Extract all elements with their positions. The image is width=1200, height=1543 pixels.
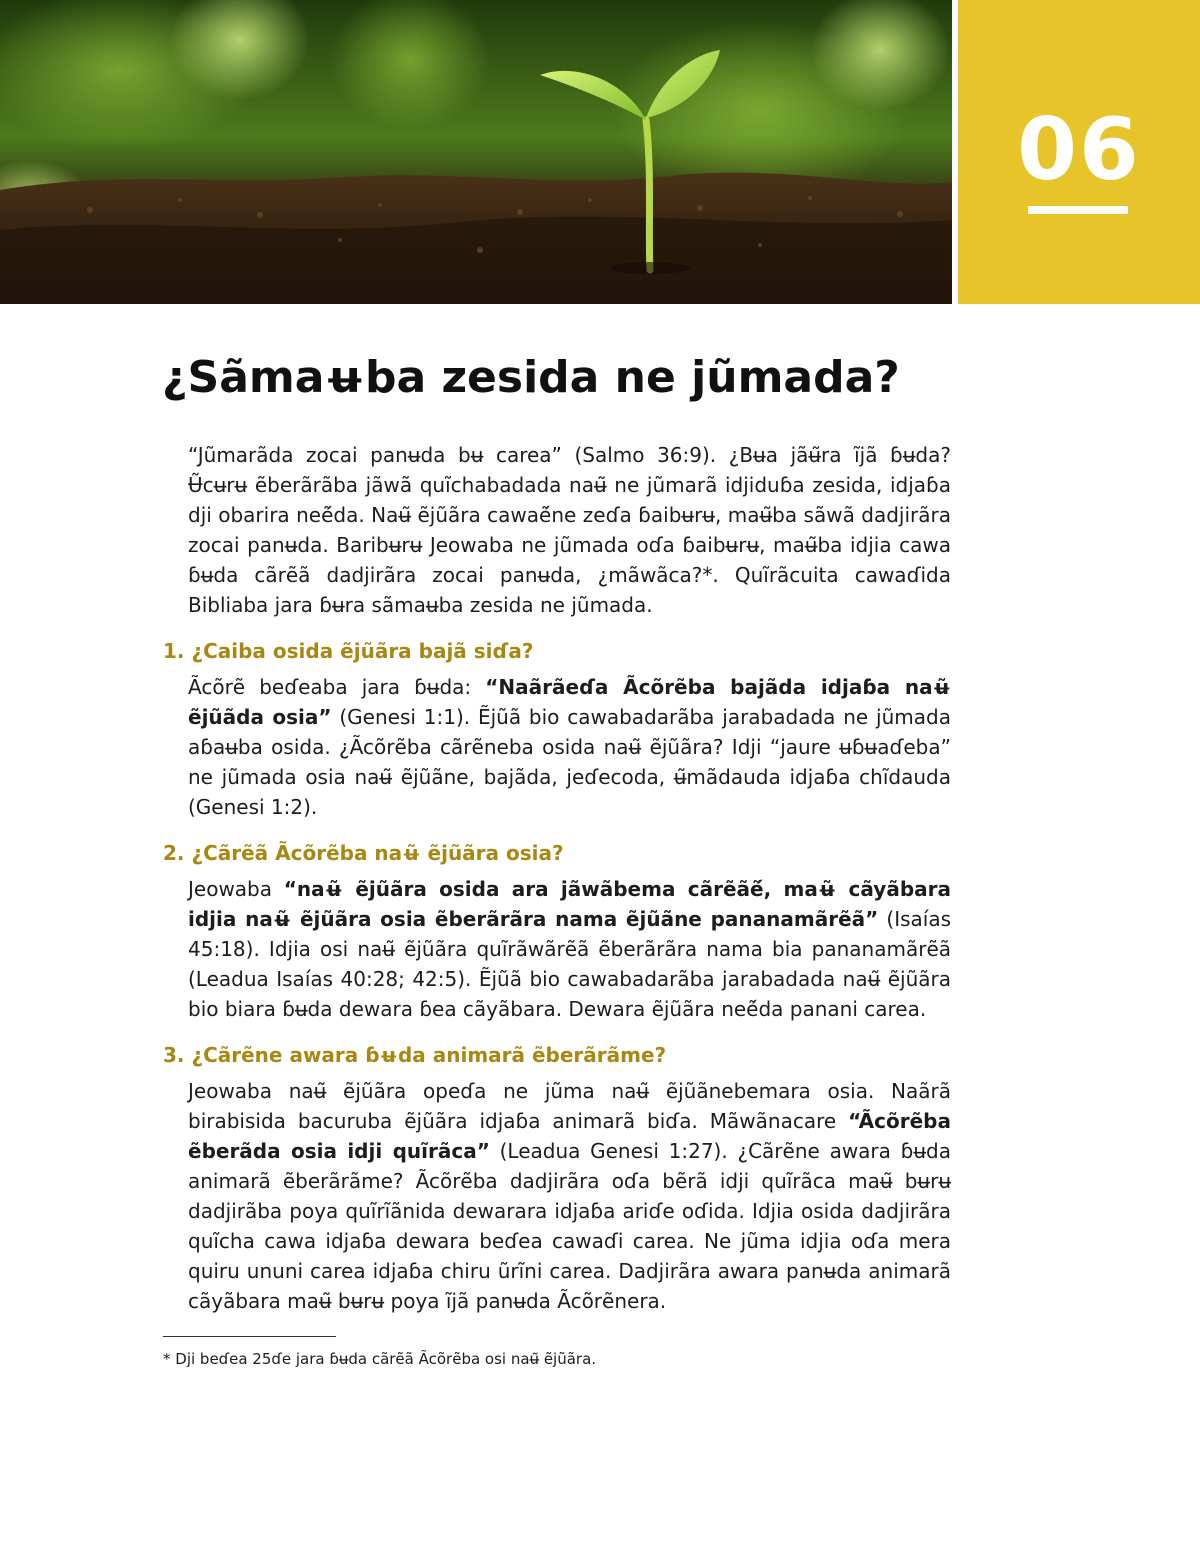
answer-1-lead: Ãcõrẽ beɗeaba jara ɓʉda: [188,675,486,699]
page-title: ¿Sãmaʉba zesida ne jũmada? [162,352,900,403]
article-body [163,440,951,1316]
hero-image [0,0,952,304]
intro-paragraph: “Jũmarãda zocai panʉda bʉ carea” (Salmo 36:9). ¿Bʉa jãʉ̃ra ĩjã ɓʉda? Ʉ̃cʉrʉ ẽberãrãba jãwã quĩchabadada naʉ̃ ne jũmarã idjiduɓa zesida, idjaɓa dji obarira neẽ́da. Naʉ̃ ẽjũãra cawaẽ́ne zeɗa ɓaibʉrʉ, maʉ̃ba sãwã dadjirãra zocai panʉda. Baribʉrʉ Jeowaba ne jũmada oɗa ɓaibʉrʉ, maʉ̃ba idjia cawa ɓʉda cãrẽã dadjirãra zocai panʉda, ¿mãwãca?*. Quĩrãcuita cawaɗida Bibliaba jara ɓʉra sãmaʉba zesida ne jũmada. [188,443,951,617]
answer-1 [188,672,951,822]
answer-1-rest: (Genesi 1:1). Ẽjũã bio cawabadarãba jarabadada ne jũmada aɓaʉba osida. ¿Ãcõrẽba cãrẽneba osida naʉ̃ ẽjũãra? Idji “jaure ʉɓʉaɗeba” ne jũmada osia naʉ̃ ẽjũãne, bajãda, jeɗecoda, ʉ̃mãdauda idjaɓa chĩdauda (Genesi 1:2). [188,705,951,819]
answer-2-lead: Jeowaba [188,877,284,901]
answer-2-rest: (Isaías 45:18). Idjia osi naʉ̃ ẽjũãra quĩrãwãrẽã ẽberãrãra nama bia pananamãrẽã (Leadua Isaías 40:28; 42:5). Ẽjũã bio cawabadarãba jarabadada naʉ̃ ẽjũãra bio biara ɓʉda dewara ɓea cãyãbara. Dewara ẽjũãra neẽ́da panani carea. [188,907,951,1021]
footnote: * Dji beɗea 25ɗe jara ɓʉda cãrẽã Ãcõrẽba osi naʉ̃ ẽjũãra. [163,1350,597,1368]
answer-2 [188,874,951,1024]
answer-3 [188,1076,951,1316]
question-2: 2. ¿Cãrẽã Ãcõrẽba naʉ̃ ẽjũãra osia? [163,841,564,865]
answer-3-quote: “Ãcõrẽba ẽberãda osia idji quĩrãca” [188,1109,951,1163]
answer-2-quote: “naʉ̃ ẽjũãra osida ara jãwãbema cãrẽãẽ́, maʉ̃ cãyãbara idjia naʉ̃ ẽjũãra osia ẽberãrãra nama ẽjũãne pananamãrẽã” [188,877,951,931]
chapter-badge [958,0,1200,304]
footnote-divider [163,1336,336,1337]
chapter-number: 06 [1017,100,1141,200]
question-3: 3. ¿Cãrẽne awara ɓʉda animarã ẽberãrãme? [163,1043,667,1067]
seedling-photo [0,0,952,304]
chapter-underline [1028,206,1128,214]
answer-3-lead: Jeowaba naʉ̃ ẽjũãra opeɗa ne jũma naʉ̃ ẽjũãnebemara osia. Naãrã birabisida bacuruba ẽjũãra idjaɓa animarã biɗa. Mãwãnacare [188,1079,951,1133]
answer-3-rest: (Leadua Genesi 1:27). ¿Cãrẽne awara ɓʉda animarã ẽberãrãme? Ãcõrẽba dadjirãra oɗa bẽrã idji quĩrãca maʉ̃ bʉrʉ dadjirãba poya quĩrĩãnida dewarara idjaɓa ariɗe oɗida. Idjia osida dadjirãra quĩcha cawa idjaɓa dewara beɗea cawaɗi carea. Ne jũma idjia oɗa mera quiru ununi carea idjaɓa chiru ũrĩni carea. Dadjirãra awara panʉda animarã cãyãbara maʉ̃ bʉrʉ poya ĩjã panʉda Ãcõrẽnera. [188,1139,951,1313]
question-1: 1. ¿Caiba osida ẽjũãra bajã siɗa? [163,639,534,663]
answer-1-quote: “Naãrãeɗa Ãcõrẽba bajãda idjaɓa naʉ̃ ẽjũãda osia” [188,675,951,729]
